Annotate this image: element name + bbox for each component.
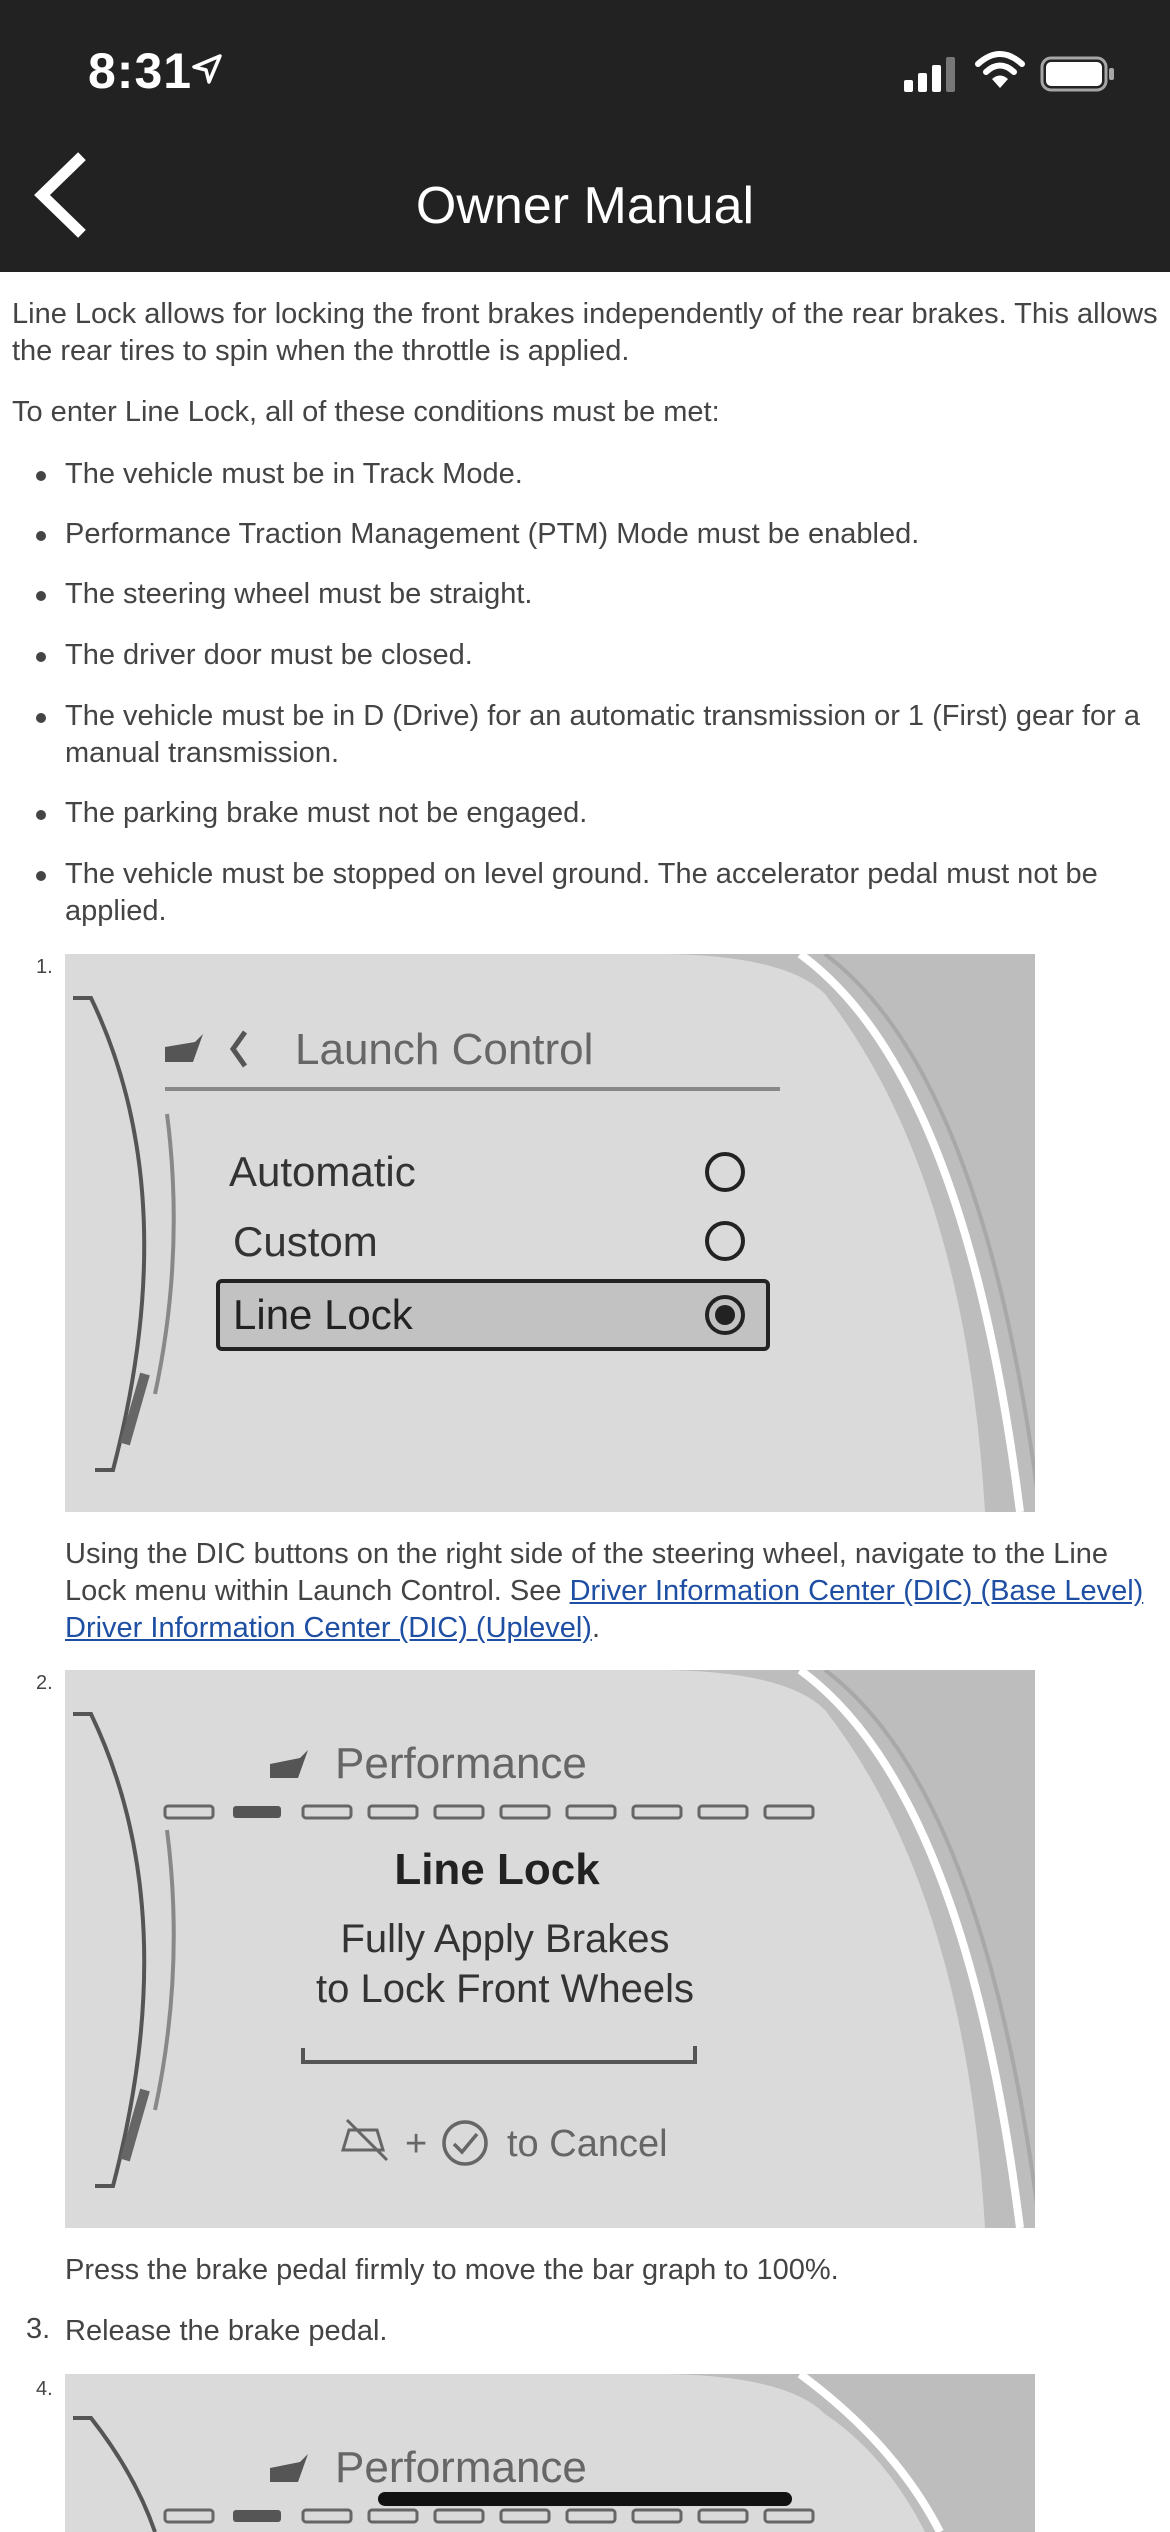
- wifi-icon: [975, 50, 1025, 95]
- caption-period: .: [591, 1612, 601, 1644]
- bullet-dot: [36, 652, 46, 662]
- status-time: 8:31: [88, 43, 193, 99]
- intro-paragraph: Line Lock allows for locking the front brakes independently of the rear brakes. This allows the rear tires to spin when the throttle is applied.: [12, 298, 1158, 367]
- launch-control-figure: [65, 954, 1035, 1512]
- step-number: 3.: [26, 2313, 51, 2345]
- figure-line-1: Fully Apply Brakes: [340, 1917, 670, 1961]
- link-dic-uplevel[interactable]: Driver Information Center (DIC) (Uplevel): [65, 1612, 592, 1644]
- bullet-dot: [36, 471, 46, 481]
- dic-display-illustration: [65, 2374, 1035, 2532]
- list-item-text: The driver door must be closed.: [65, 639, 473, 671]
- list-item-text: The vehicle must be stopped on level ground. The accelerator pedal must not be applied.: [65, 858, 1098, 927]
- caption-text: Using the DIC buttons on the right side of the steering wheel, navigate to the Line Lock menu within Launch Control. See: [65, 1538, 1109, 1607]
- status-bar: [0, 0, 1170, 140]
- figure-line-2: to Lock Front Wheels: [316, 1967, 694, 2011]
- list-item-text: The parking brake must not be engaged.: [65, 797, 588, 829]
- home-indicator[interactable]: [378, 2492, 792, 2506]
- step-number: 2.: [36, 1672, 53, 1694]
- option-custom: Custom: [233, 1218, 378, 1265]
- battery-icon: [1040, 56, 1116, 97]
- step-2-caption: Press the brake pedal firmly to move the bar graph to 100%.: [65, 2254, 839, 2286]
- bullet-dot: [36, 871, 46, 881]
- line-lock-figure: [65, 1670, 1035, 2228]
- bullet-dot: [36, 591, 46, 601]
- step-1-caption: [65, 1536, 1160, 1647]
- bullet-dot: [36, 713, 46, 723]
- dic-display-illustration: [65, 954, 1035, 1512]
- figure-cancel: to Cancel: [507, 2123, 668, 2165]
- bullet-dot: [36, 531, 46, 541]
- step-3-text: Release the brake pedal.: [65, 2315, 388, 2347]
- bullet-dot: [36, 810, 46, 820]
- figure-title: Line Lock: [394, 1845, 600, 1894]
- page-title: Owner Manual: [415, 177, 755, 235]
- list-item-text: The vehicle must be in D (Drive) for an automatic transmission or 1 (First) gear for a manual transmission.: [65, 700, 1140, 769]
- option-line-lock: Line Lock: [233, 1291, 413, 1338]
- nav-bar: [0, 140, 1170, 272]
- svg-text:+: +: [405, 2123, 428, 2165]
- list-item-text: The vehicle must be in Track Mode.: [65, 458, 523, 490]
- conditions-intro: To enter Line Lock, all of these conditions must be met:: [12, 396, 720, 428]
- figure-header: Performance: [335, 2443, 587, 2492]
- list-item-text: The steering wheel must be straight.: [65, 578, 533, 610]
- link-dic-base-level[interactable]: Driver Information Center (DIC) (Base Level): [569, 1575, 1144, 1607]
- traction-off-icon: [343, 2120, 387, 2160]
- dic-display-illustration: [65, 1670, 1035, 2228]
- list-item-text: Performance Traction Management (PTM) Mode must be enabled.: [65, 518, 920, 550]
- step-number: 4.: [36, 2378, 53, 2400]
- option-automatic: Automatic: [229, 1148, 416, 1195]
- cellular-signal-icon: [904, 56, 958, 97]
- location-arrow-icon: [190, 52, 224, 91]
- figure-header: Launch Control: [295, 1025, 594, 1074]
- check-circle-icon: [444, 2122, 486, 2164]
- step-number: 1.: [36, 956, 53, 978]
- performance-figure: [65, 2374, 1035, 2532]
- figure-header: Performance: [335, 1739, 587, 1788]
